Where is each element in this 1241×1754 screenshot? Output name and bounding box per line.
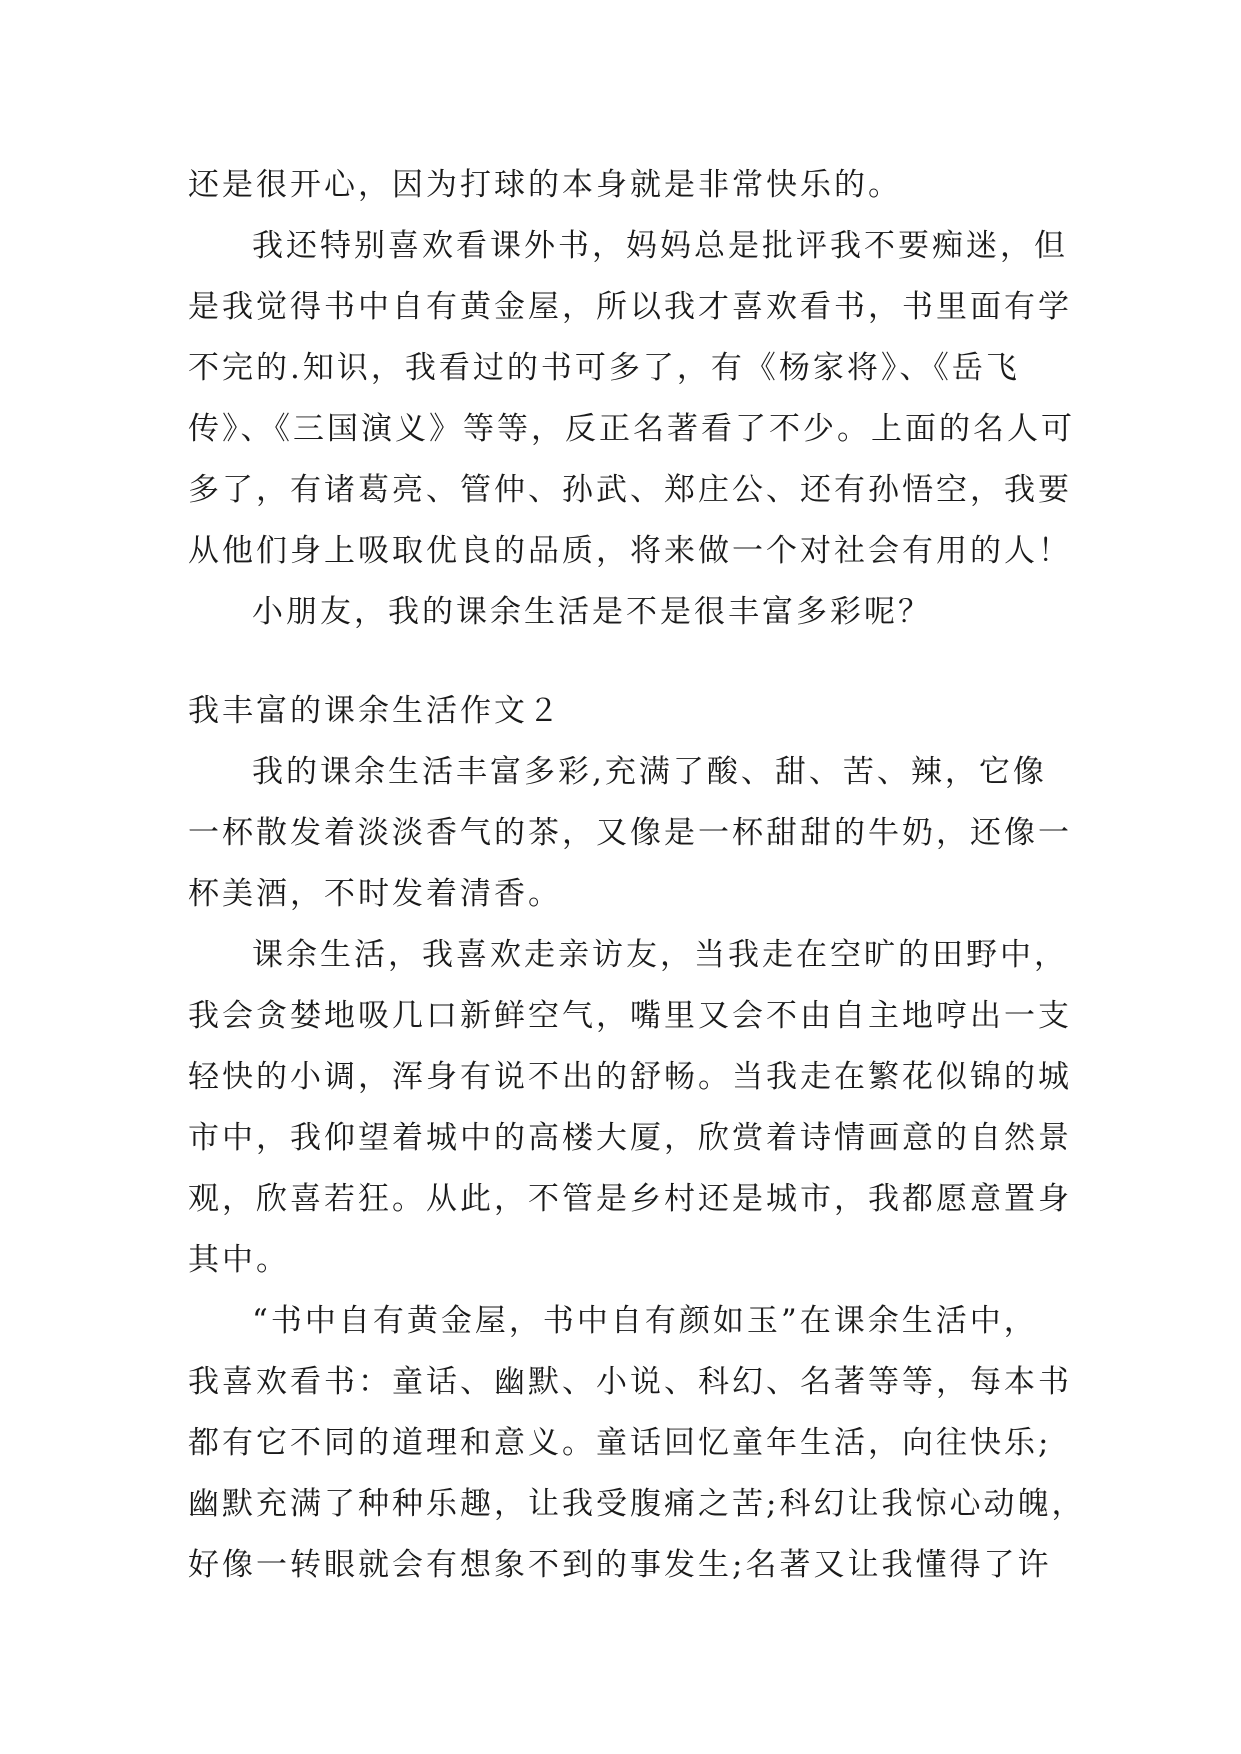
section-1-body xyxy=(188,155,1075,643)
paragraph-line: 传》、《三国演义》等等，反正名著看了不少。上面的名人可 xyxy=(188,411,1075,447)
paragraph-line: 从他们身上吸取优良的品质，将来做一个对社会有用的人！ xyxy=(188,533,1072,569)
section-heading: 我丰富的课余生活作文２ xyxy=(188,693,562,729)
paragraph-line: 课余生活，我喜欢走亲访友，当我走在空旷的田野中， xyxy=(252,937,1068,973)
paragraph-line: 都有它不同的道理和意义。童话回忆童年生活，向往快乐; xyxy=(188,1425,1052,1461)
paragraph-line: 我的课余生活丰富多彩,充满了酸、甜、苦、辣，它像 xyxy=(252,754,1047,790)
paragraph-line: 我喜欢看书：童话、幽默、小说、科幻、名著等等，每本书 xyxy=(188,1364,1072,1400)
paragraph-line: 一杯散发着淡淡香气的茶，又像是一杯甜甜的牛奶，还像一 xyxy=(188,815,1072,851)
paragraph-line: 观，欣喜若狂。从此，不管是乡村还是城市，我都愿意置身 xyxy=(188,1181,1072,1217)
section-2-body xyxy=(188,742,1086,1596)
paragraph-line: 不完的.知识，我看过的书可多了，有《杨家将》、《岳飞 xyxy=(188,350,1020,386)
paragraph-line: 我还特别喜欢看课外书，妈妈总是批评我不要痴迷，但 xyxy=(252,228,1068,264)
paragraph-line: 轻快的小调，浑身有说不出的舒畅。当我走在繁花似锦的城 xyxy=(188,1059,1072,1095)
paragraph-line: 我会贪婪地吸几口新鲜空气，嘴里又会不由自主地哼出一支 xyxy=(188,998,1072,1034)
paragraph-line: 幽默充满了种种乐趣，让我受腹痛之苦;科幻让我惊心动魄， xyxy=(188,1486,1086,1522)
paragraph-line: 其中。 xyxy=(188,1242,290,1278)
paragraph-line: 杯美酒，不时发着清香。 xyxy=(188,876,562,912)
paragraph-line: 好像一转眼就会有想象不到的事发生;名著又让我懂得了许 xyxy=(188,1547,1052,1583)
paragraph-line: 小朋友，我的课余生活是不是很丰富多彩呢？ xyxy=(252,594,932,630)
paragraph-line: 是我觉得书中自有黄金屋，所以我才喜欢看书，书里面有学 xyxy=(188,289,1072,325)
paragraph-line: 还是很开心，因为打球的本身就是非常快乐的。 xyxy=(188,167,902,203)
paragraph-line: 多了，有诸葛亮、管仲、孙武、郑庄公、还有孙悟空，我要 xyxy=(188,472,1072,508)
paragraph-line: 市中，我仰望着城中的高楼大厦，欣赏着诗情画意的自然景 xyxy=(188,1120,1072,1156)
paragraph-line: “书中自有黄金屋，书中自有颜如玉”在课余生活中， xyxy=(252,1303,1038,1339)
